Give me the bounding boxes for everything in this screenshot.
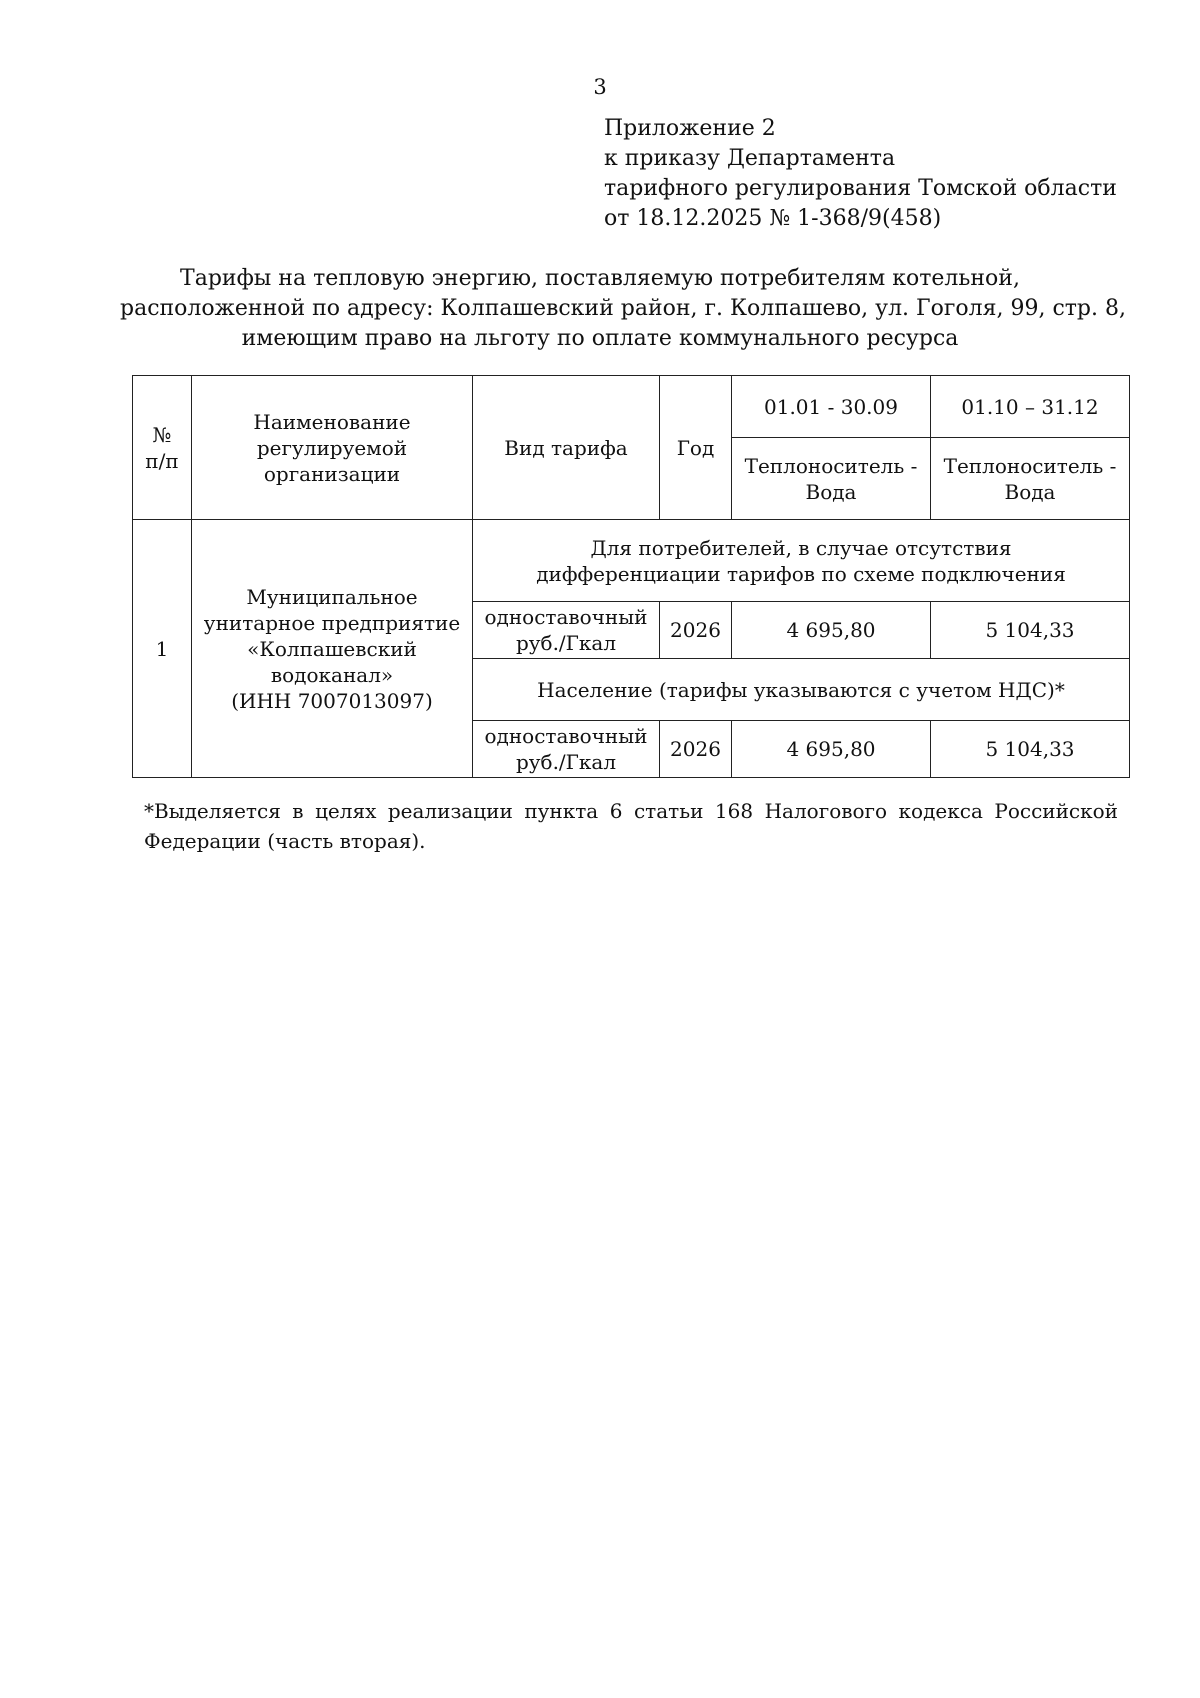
header-period-2: 01.10 – 31.12 xyxy=(931,376,1130,438)
title-line: имеющим право на льготу по оплате коммунального ресурса xyxy=(241,326,959,351)
appendix-line: тарифного регулирования Томской области xyxy=(604,176,1117,201)
appendix-line: от 18.12.2025 № 1-368/9(458) xyxy=(604,206,942,231)
appendix-line: Приложение 2 xyxy=(604,116,776,141)
org-line: «Колпашевский xyxy=(247,636,417,661)
tariff-type xyxy=(473,602,660,659)
org-line: Муниципальное xyxy=(246,584,418,609)
footnote: *Выделяется в целях реализации пункта 6 статьи 168 Налогового кодекса Российской Федерации (часть вторая). xyxy=(144,799,1118,853)
section-label: Население (тарифы указываются с учетом НДС)* xyxy=(473,659,1130,721)
header-num-abbrev: п/п xyxy=(145,448,179,473)
appendix-line: к приказу Департамента xyxy=(604,146,896,171)
tariff-type xyxy=(473,721,660,778)
tariff-type-line: одноставочный xyxy=(484,724,648,748)
tariff-value-period-2: 5 104,33 xyxy=(931,721,1130,778)
header-num xyxy=(133,376,192,520)
header-year: Год xyxy=(660,376,732,520)
tariff-year: 2026 xyxy=(660,721,732,778)
section-row xyxy=(133,520,1130,602)
header-org-name: Наименование регулируемой организации xyxy=(192,376,473,520)
tariff-unit-line: руб./Гкал xyxy=(515,631,617,655)
tariff-value-period-1: 4 695,80 xyxy=(732,602,931,659)
organization-name xyxy=(192,520,473,778)
tariff-value-period-2: 5 104,33 xyxy=(931,602,1130,659)
tariff-table xyxy=(132,375,1130,778)
org-line: (ИНН 7007013097) xyxy=(231,688,433,713)
header-carrier-2: Теплоноситель - Вода xyxy=(931,438,1130,520)
page-number: 3 xyxy=(593,75,607,99)
org-line: унитарное предприятие xyxy=(203,610,461,635)
row-number: 1 xyxy=(133,520,192,778)
header-carrier-1: Теплоноситель - Вода xyxy=(732,438,931,520)
appendix-block xyxy=(604,114,1117,234)
document-title xyxy=(120,264,1126,354)
tariff-unit-line: руб./Гкал xyxy=(515,750,617,774)
header-tariff-type: Вид тарифа xyxy=(473,376,660,520)
org-line: водоканал» xyxy=(270,662,394,687)
tariff-year: 2026 xyxy=(660,602,732,659)
header-row xyxy=(133,376,1130,438)
section-label: Для потребителей, в случае отсутствия дифференциации тарифов по схеме подключения xyxy=(473,520,1130,602)
tariff-type-line: одноставочный xyxy=(484,605,648,629)
header-num-symbol: № xyxy=(152,422,172,447)
title-line: расположенной по адресу: Колпашевский район, г. Колпашево, ул. Гоголя, 99, стр. 8, xyxy=(120,296,1126,321)
header-period-1: 01.01 - 30.09 xyxy=(732,376,931,438)
tariff-value-period-1: 4 695,80 xyxy=(732,721,931,778)
title-line: Тарифы на тепловую энергию, поставляемую потребителям котельной, xyxy=(180,266,1020,291)
